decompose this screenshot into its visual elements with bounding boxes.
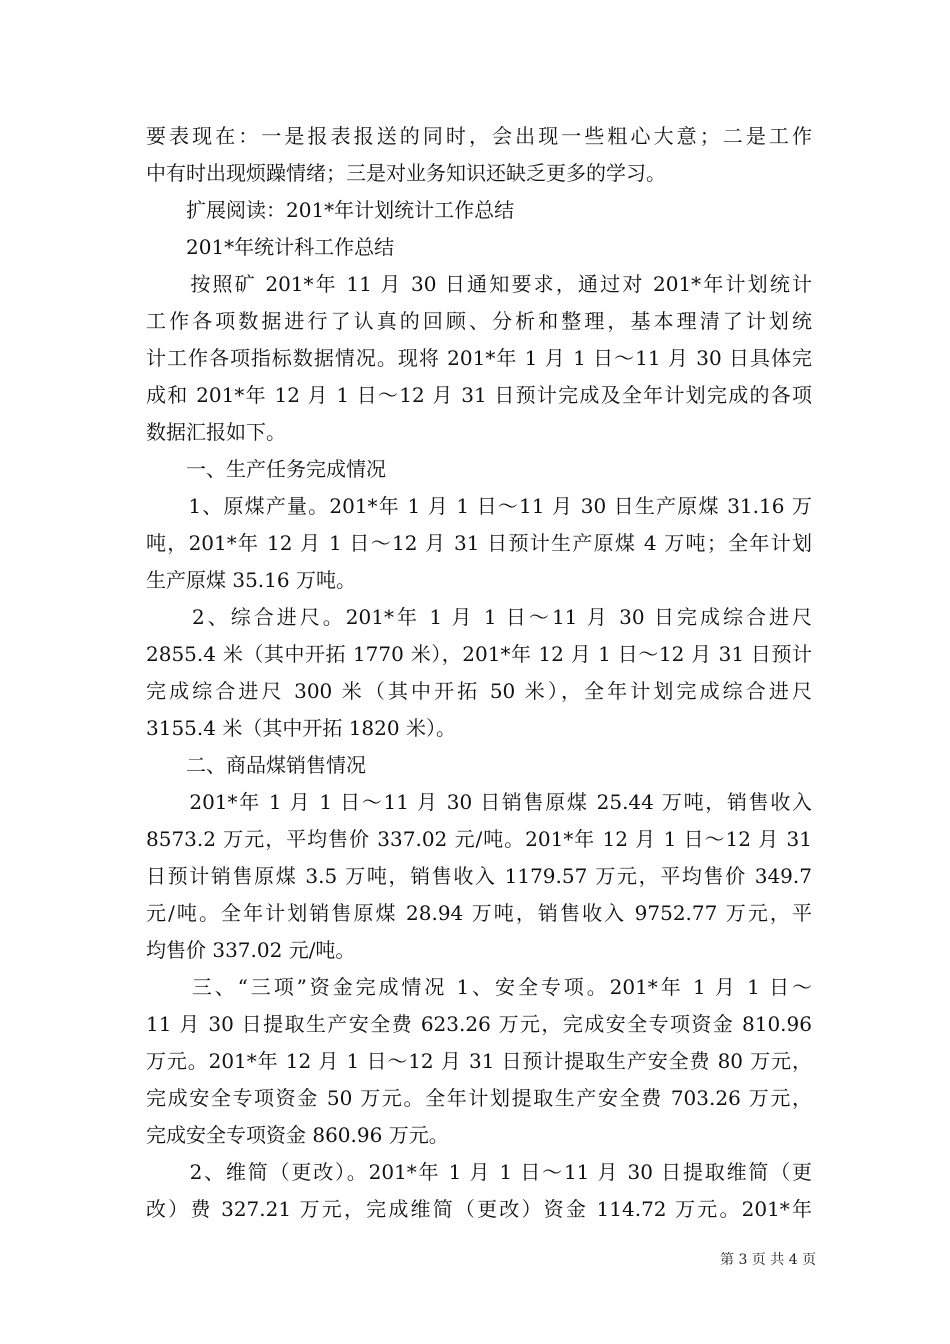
text-line: 二、商品煤销售情况 xyxy=(146,753,366,777)
text-line: 三、“三项”资金完成情况 1、安全专项。201*年 1 月 1 日～ xyxy=(146,975,812,999)
text-line: 完成安全专项资金 50 万元。全年计划提取生产安全费 703.26 万元， xyxy=(146,1086,812,1110)
text-line: 数据汇报如下。 xyxy=(146,420,286,444)
text-line: 按照矿 201*年 11 月 30 日通知要求，通过对 201*年计划统计 xyxy=(146,272,812,296)
text-line: 元/吨。全年计划销售原煤 28.94 万吨，销售收入 9752.77 万元，平 xyxy=(146,901,812,925)
text-line: 日预计销售原煤 3.5 万吨，销售收入 1179.57 万元，平均售价 349.7 xyxy=(146,864,812,888)
text-line: 万元。201*年 12 月 1 日～12 月 31 日预计提取生产安全费 80 万元， xyxy=(146,1049,812,1073)
text-line: 成和 201*年 12 月 1 日～12 月 31 日预计完成及全年计划完成的各项 xyxy=(146,383,812,407)
text-line: 2、综合进尺。201*年 1 月 1 日～11 月 30 日完成综合进尺 xyxy=(146,605,812,629)
text-line: 1、原煤产量。201*年 1 月 1 日～11 月 30 日生产原煤 31.16 万 xyxy=(146,494,812,518)
text-line: 吨，201*年 12 月 1 日～12 月 31 日预计生产原煤 4 万吨；全年计划 xyxy=(146,531,812,555)
text-line: 一、生产任务完成情况 xyxy=(146,457,386,481)
text-line: 改）费 327.21 万元，完成维简（更改）资金 114.72 万元。201*年 xyxy=(146,1197,812,1221)
text-line: 均售价 337.02 元/吨。 xyxy=(146,938,356,962)
page-number: 第 3 页 共 4 页 xyxy=(720,1252,817,1268)
text-line: 中有时出现烦躁情绪；三是对业务知识还缺乏更多的学习。 xyxy=(146,161,666,185)
text-line: 8573.2 万元，平均售价 337.02 元/吨。201*年 12 月 1 日～12 月 31 xyxy=(146,827,812,851)
text-line: 2、维简（更改）。201*年 1 月 1 日～11 月 30 日提取维简（更 xyxy=(146,1160,812,1184)
text-line: 扩展阅读：201*年计划统计工作总结 xyxy=(146,198,515,222)
text-line: 11 月 30 日提取生产安全费 623.26 万元，完成安全专项资金 810.96 xyxy=(146,1012,812,1036)
text-line: 201*年 1 月 1 日～11 月 30 日销售原煤 25.44 万吨，销售收入 xyxy=(146,790,812,814)
text-line: 完成综合进尺 300 米（其中开拓 50 米），全年计划完成综合进尺 xyxy=(146,679,812,703)
document-body xyxy=(146,118,812,1228)
text-line: 工作各项数据进行了认真的回顾、分析和整理，基本理清了计划统 xyxy=(146,309,812,333)
text-line: 生产原煤 35.16 万吨。 xyxy=(146,568,356,592)
text-line: 201*年统计科工作总结 xyxy=(146,235,395,259)
text-line: 要表现在：一是报表报送的同时，会出现一些粗心大意；二是工作 xyxy=(146,124,812,148)
text-line: 3155.4 米（其中开拓 1820 米）。 xyxy=(146,716,456,740)
text-line: 计工作各项指标数据情况。现将 201*年 1 月 1 日～11 月 30 日具体完 xyxy=(146,346,812,370)
text-line: 2855.4 米（其中开拓 1770 米），201*年 12 月 1 日～12 月 31 日预计 xyxy=(146,642,812,666)
text-line: 完成安全专项资金 860.96 万元。 xyxy=(146,1123,449,1147)
